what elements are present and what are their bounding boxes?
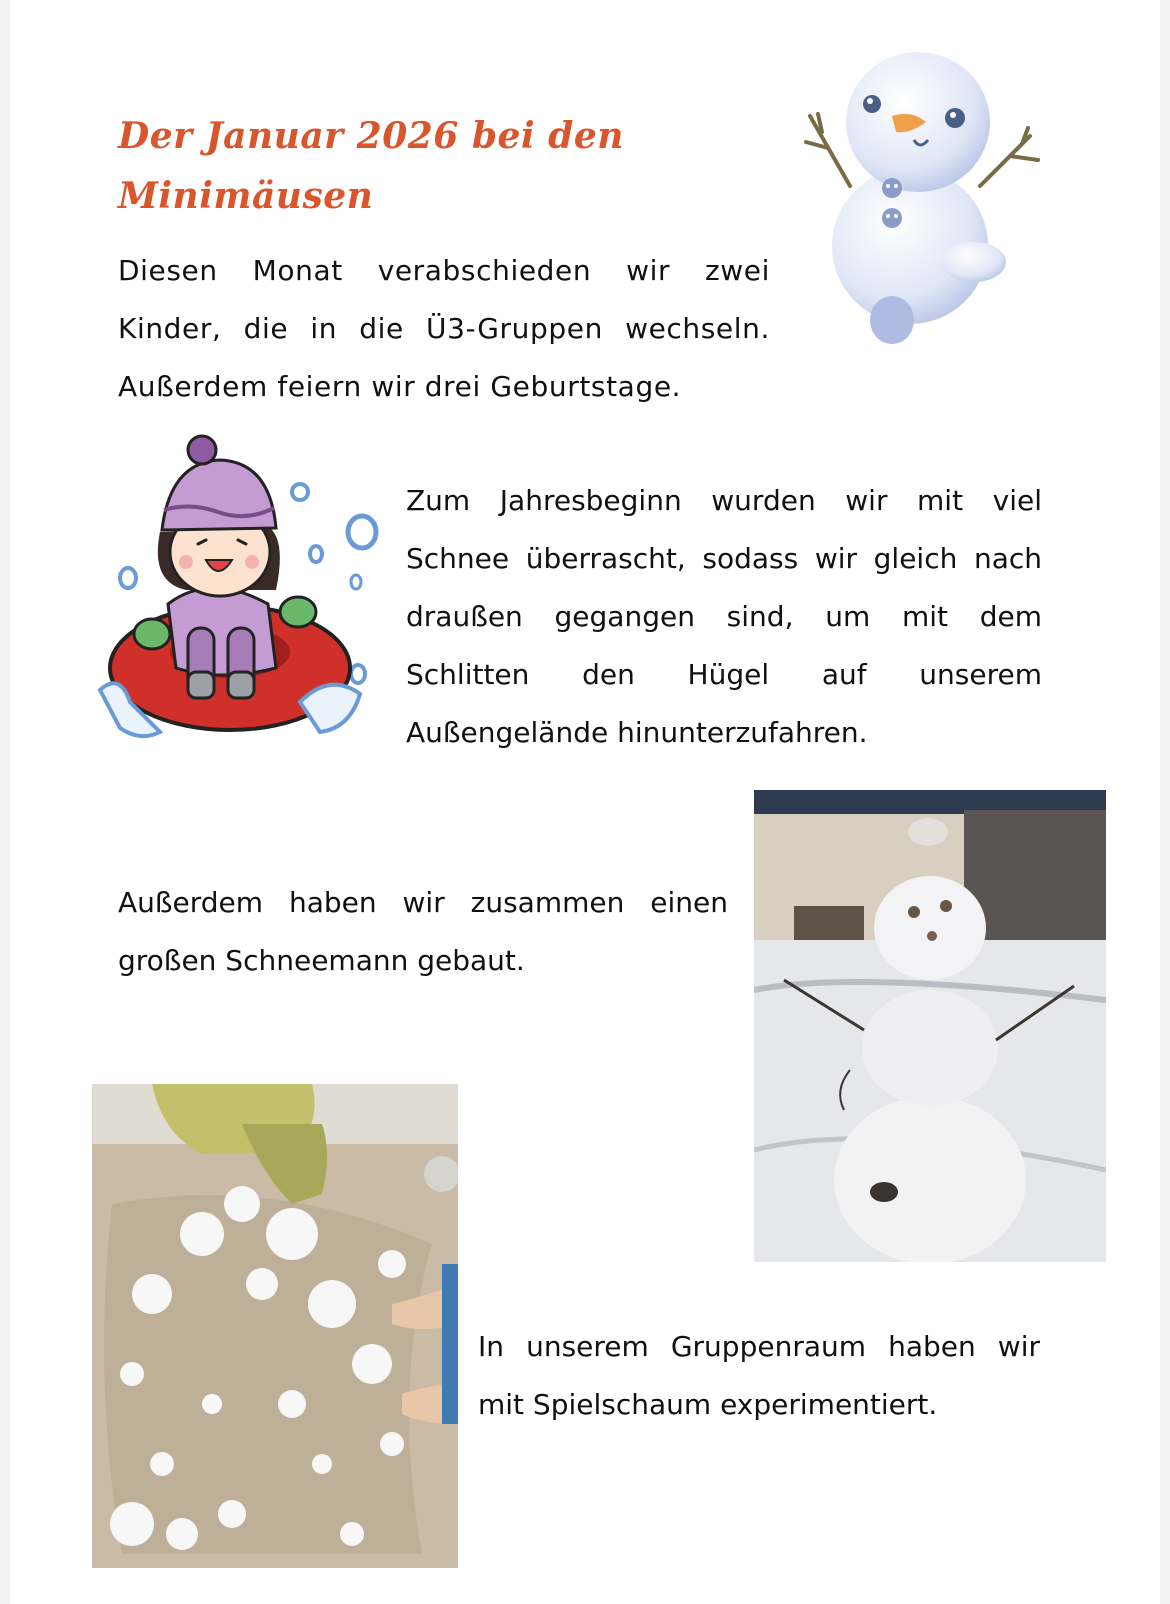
snowman-paragraph: Außerdem haben wir zusammen einen großen Schneemann gebaut.	[118, 886, 728, 977]
snow-paragraph: Zum Jahresbeginn wurden wir mit viel Schnee überrascht, sodass wir gleich nach draußen gegangen sind, um mit dem Schlitten den Hügel auf unserem Außengelände hinunterzufahren.	[406, 484, 1042, 749]
snowman-illustration-icon	[800, 36, 1060, 352]
page-title: Der Januar 2026 bei den Minimäusen	[118, 115, 624, 217]
intro-paragraph: Diesen Monat verabschieden wir zwei Kinder, die in die Ü3-Gruppen wechseln. Außerdem feiern wir drei Geburtstage.	[118, 254, 770, 403]
play-foam-photo	[92, 1084, 458, 1568]
child-sled-illustration-icon	[90, 432, 390, 764]
snowman-photo	[754, 790, 1106, 1262]
foam-paragraph: In unserem Gruppenraum haben wir mit Spielschaum experimentiert.	[478, 1330, 1040, 1421]
page	[10, 0, 1160, 1604]
